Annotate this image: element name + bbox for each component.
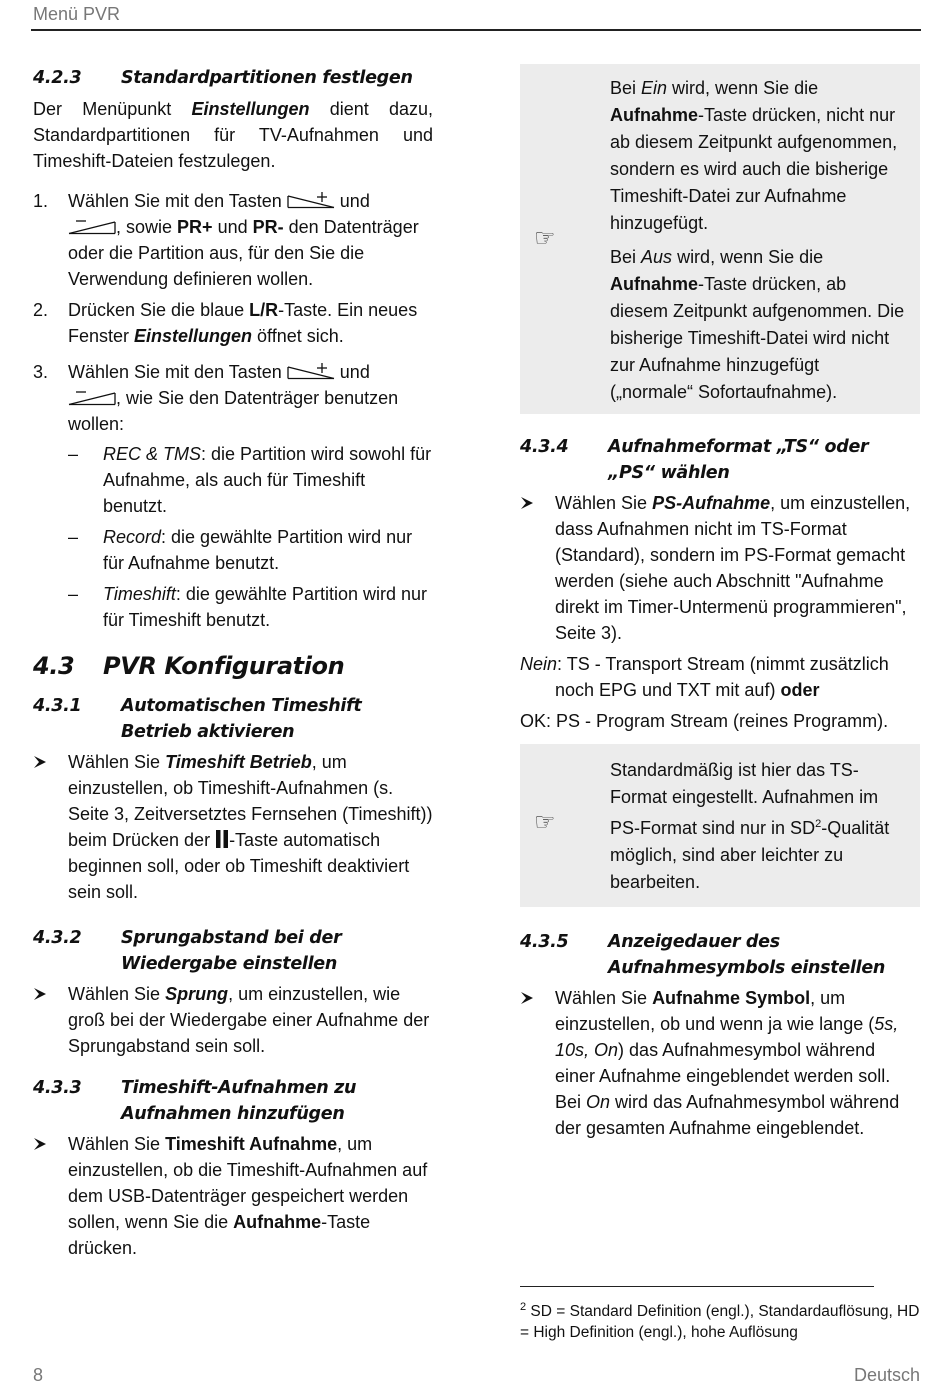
- text: und: [334, 191, 370, 211]
- text: -Taste. Ein neues Fenster: [68, 300, 418, 346]
- option-term: Record: [103, 527, 162, 547]
- key-label: Aufnahme: [610, 105, 699, 125]
- arrowhead-bullet-icon: [520, 985, 555, 1141]
- footnote-reference: 2: [815, 818, 822, 830]
- text: Standardmäßig ist hier das TS-Format eingestellt. Aufnahmen im PS-Format sind nur in SD: [610, 760, 879, 838]
- bullet-text: [68, 981, 433, 1059]
- pause-icon: [215, 830, 229, 850]
- text: -Taste drücken, nicht nur ab diesem Zeitpunkt aufgenommen, sondern es wird auch die bisherige Timeshift-Datei zur Aufnahme hinzugefügt.: [610, 105, 898, 233]
- text: : die Partition wird sowohl für Aufnahme, als auch für Timeshift benutzt.: [103, 444, 432, 516]
- footnote-rule: [520, 1286, 874, 1287]
- page-number: 8: [33, 1365, 44, 1385]
- text: Wählen Sie: [555, 493, 653, 513]
- menu-term: Einstellungen: [191, 99, 310, 119]
- step-3: [33, 359, 433, 437]
- note-paragraph: [610, 757, 920, 896]
- option-nein-line: [520, 651, 920, 703]
- heading-4-2-3: [33, 65, 433, 91]
- heading-title: Timeshift-Aufnahmen zu Aufnahmen hinzufügen: [121, 1078, 357, 1124]
- footnote-marker: 2: [520, 1301, 527, 1313]
- option-record: [68, 524, 433, 576]
- menu-term: Timeshift Betrieb: [165, 752, 312, 772]
- bullet-text: [68, 1131, 433, 1261]
- text: , um einzustellen, dass Aufnahmen nicht im TS-Format (Standard), sondern im PS-Format gemacht werden (siehe auch Abschnitt "Aufnahme direkt im Timer-Untermenü programmieren", Seite 3).: [555, 493, 911, 643]
- pointing-hand-icon: ☞: [534, 809, 556, 836]
- heading-4-3-2: [33, 925, 433, 977]
- header-rule: [31, 29, 921, 31]
- bullet-timeshift-betrieb: [33, 749, 433, 905]
- key-label: PR-: [252, 217, 284, 237]
- arrowhead-bullet-icon: [33, 981, 68, 1059]
- heading-title: Standardpartitionen festlegen: [121, 68, 413, 88]
- text: wird das Aufnahmesymbol während der gesamten Aufnahme eingeblendet.: [555, 1092, 900, 1138]
- text: : die gewählte Partition wird nur für Aufnahme benutzt.: [103, 527, 413, 573]
- option-term: Ein: [641, 78, 668, 98]
- key-label: Aufnahme: [610, 274, 699, 294]
- key-plus-icon: [287, 191, 335, 211]
- text: Wählen Sie: [68, 1134, 166, 1154]
- heading-title: Automatischen Timeshift Betrieb aktivieren: [121, 696, 362, 742]
- step-number: 1.: [33, 191, 49, 211]
- step-text: [68, 297, 433, 349]
- step-number: 2.: [33, 300, 49, 320]
- note-box-format: [520, 744, 920, 907]
- option-text: [103, 441, 433, 519]
- heading-4-3-5: [520, 929, 920, 981]
- step-text: [68, 188, 433, 292]
- heading-number: 4.3.1: [33, 696, 82, 716]
- dash-bullet: –: [68, 584, 79, 604]
- menu-term: Aufnahme Symbol: [652, 988, 811, 1008]
- text: Wählen Sie: [68, 984, 166, 1004]
- bullet-timeshift-aufnahme: [33, 1131, 433, 1261]
- dash-bullet: –: [68, 444, 79, 464]
- option-text: [103, 581, 433, 633]
- text: Drücken Sie die blaue: [68, 300, 250, 320]
- text: , um einzustellen, ob und wenn ja wie lange (: [555, 988, 875, 1034]
- option-ok-line: OK: PS - Program Stream (reines Programm).: [520, 711, 889, 731]
- menu-term: Timeshift Aufnahme: [165, 1134, 338, 1154]
- key-label: Aufnahme: [233, 1212, 322, 1232]
- text: und: [212, 217, 253, 237]
- bullet-aufnahme-symbol: [520, 985, 920, 1141]
- text: Wählen Sie: [68, 752, 166, 772]
- key-label: PR+: [177, 217, 213, 237]
- note-paragraph-aus: [610, 244, 920, 406]
- option-text: [103, 524, 433, 576]
- option-term: Aus: [641, 247, 673, 267]
- heading-4-3-1: [33, 693, 433, 745]
- heading-number: 4.3.3: [33, 1078, 82, 1098]
- note-paragraph-ein: [610, 75, 920, 237]
- arrowhead-bullet-icon: [520, 490, 555, 646]
- note-box-timeshift: [520, 64, 920, 414]
- option-term: On: [586, 1092, 611, 1112]
- arrowhead-bullet-icon: [33, 1131, 68, 1261]
- text: -Taste drücken.: [68, 1212, 371, 1258]
- key-label: L/R: [249, 300, 279, 320]
- step-1: [33, 188, 433, 292]
- text: Wählen Sie mit den Tasten: [68, 191, 287, 211]
- step-text: [68, 359, 433, 437]
- heading-number: 4.2.3: [33, 68, 82, 88]
- text: Bei: [610, 247, 642, 267]
- footnote-text: SD = Standard Definition (engl.), Standardauflösung, HD = High Definition (engl.), hohe Auflösung: [520, 1303, 920, 1342]
- intro-paragraph: [33, 96, 433, 174]
- left-column: [33, 64, 433, 1261]
- heading-4-3-3: [33, 1075, 433, 1127]
- text: -Qualität möglich, sind aber leichter zu bearbeiten.: [610, 818, 890, 892]
- text: ) das Aufnahmesymbol während einer Aufnahme eingeblendet werden soll. Bei: [555, 1040, 891, 1112]
- footer-language: Deutsch: [853, 1365, 920, 1385]
- text: , um einzustellen, wie groß bei der Wiedergabe einer Aufnahme der Sprungabstand sein soll.: [68, 984, 430, 1056]
- text: dient dazu, Standardpartitionen für TV-Aufnahmen und Timeshift-Dateien festzulegen.: [33, 99, 433, 171]
- heading-4-3-4: [520, 434, 920, 486]
- heading-4-3: [33, 651, 433, 681]
- text: wird, wenn Sie die: [667, 78, 819, 98]
- heading-number: 4.3.4: [520, 437, 569, 457]
- text: , wie Sie den Datenträger benutzen wollen:: [68, 388, 399, 434]
- text: -Taste automatisch beginnen soll, oder ob Timeshift deaktiviert sein soll.: [68, 830, 410, 902]
- option-term: Timeshift: [103, 584, 176, 604]
- option-timeshift: [68, 581, 433, 633]
- option-term: Nein: [520, 654, 558, 674]
- key-plus-icon: [287, 362, 335, 382]
- bullet-text: [555, 490, 920, 646]
- text: Der Menüpunkt: [33, 99, 192, 119]
- heading-number: 4.3: [33, 652, 75, 680]
- heading-number: 4.3.5: [520, 932, 569, 952]
- text: öffnet sich.: [252, 326, 344, 346]
- heading-number: 4.3.2: [33, 928, 82, 948]
- bullet-ps-aufnahme: [520, 490, 920, 646]
- key-minus-icon: [68, 217, 116, 237]
- text: -Taste drücken, ab diesem Zeitpunkt aufgenommen. Die bisherige Timeshift-Datei wird nicht zur Aufnahme hinzugefügt („normale“ Sofortaufnahme).: [610, 274, 905, 402]
- page-header-title: Menü PVR: [33, 4, 121, 24]
- step-2: [33, 297, 433, 349]
- text: wird, wenn Sie die: [672, 247, 824, 267]
- text: : TS - Transport Stream (nimmt zusätzlich noch EPG und TXT mit auf): [555, 654, 889, 700]
- heading-title: Sprungabstand bei der Wiedergabe einstellen: [121, 928, 342, 974]
- heading-title: PVR Konfiguration: [103, 652, 345, 680]
- footnote: [520, 1297, 920, 1343]
- pointing-hand-icon: ☞: [534, 225, 556, 252]
- option-term: REC & TMS: [103, 444, 202, 464]
- text: oder: [780, 680, 820, 700]
- text: Wählen Sie mit den Tasten: [68, 362, 287, 382]
- menu-term: Einstellungen: [134, 326, 253, 346]
- dash-bullet: –: [68, 527, 79, 547]
- text: : die gewählte Partition wird nur für Timeshift benutzt.: [103, 584, 427, 630]
- heading-title: Anzeigedauer des Aufnahmesymbols einstellen: [608, 932, 886, 978]
- option-term: 5s, 10s, On: [555, 1014, 899, 1060]
- option-rec-tms: [68, 441, 433, 519]
- arrowhead-bullet-icon: [33, 749, 68, 905]
- key-minus-icon: [68, 388, 116, 408]
- bullet-sprung: [33, 981, 433, 1059]
- text: den Datenträger oder die Partition aus, für den Sie die Verwendung definieren wollen.: [68, 217, 419, 289]
- text: und: [334, 362, 370, 382]
- right-column: [520, 64, 920, 1141]
- text: , um einzustellen, ob Timeshift-Aufnahmen (s. Seite 3, Zeitversetztes Fernsehen (Timeshift)) beim Drücken der: [68, 752, 433, 850]
- menu-term: PS-Aufnahme: [652, 493, 771, 513]
- menu-term: Sprung: [165, 984, 229, 1004]
- bullet-text: [68, 749, 433, 905]
- bullet-text: [555, 985, 920, 1141]
- text: , sowie: [116, 217, 178, 237]
- step-number: 3.: [33, 362, 49, 382]
- text: Bei: [610, 78, 642, 98]
- heading-title: Aufnahmeformat „TS“ oder „PS“ wählen: [608, 437, 869, 483]
- text: , um einzustellen, ob die Timeshift-Aufnahmen auf dem USB-Datenträger gespeichert werden sollen, wenn Sie die: [68, 1134, 428, 1232]
- text: Wählen Sie: [555, 988, 653, 1008]
